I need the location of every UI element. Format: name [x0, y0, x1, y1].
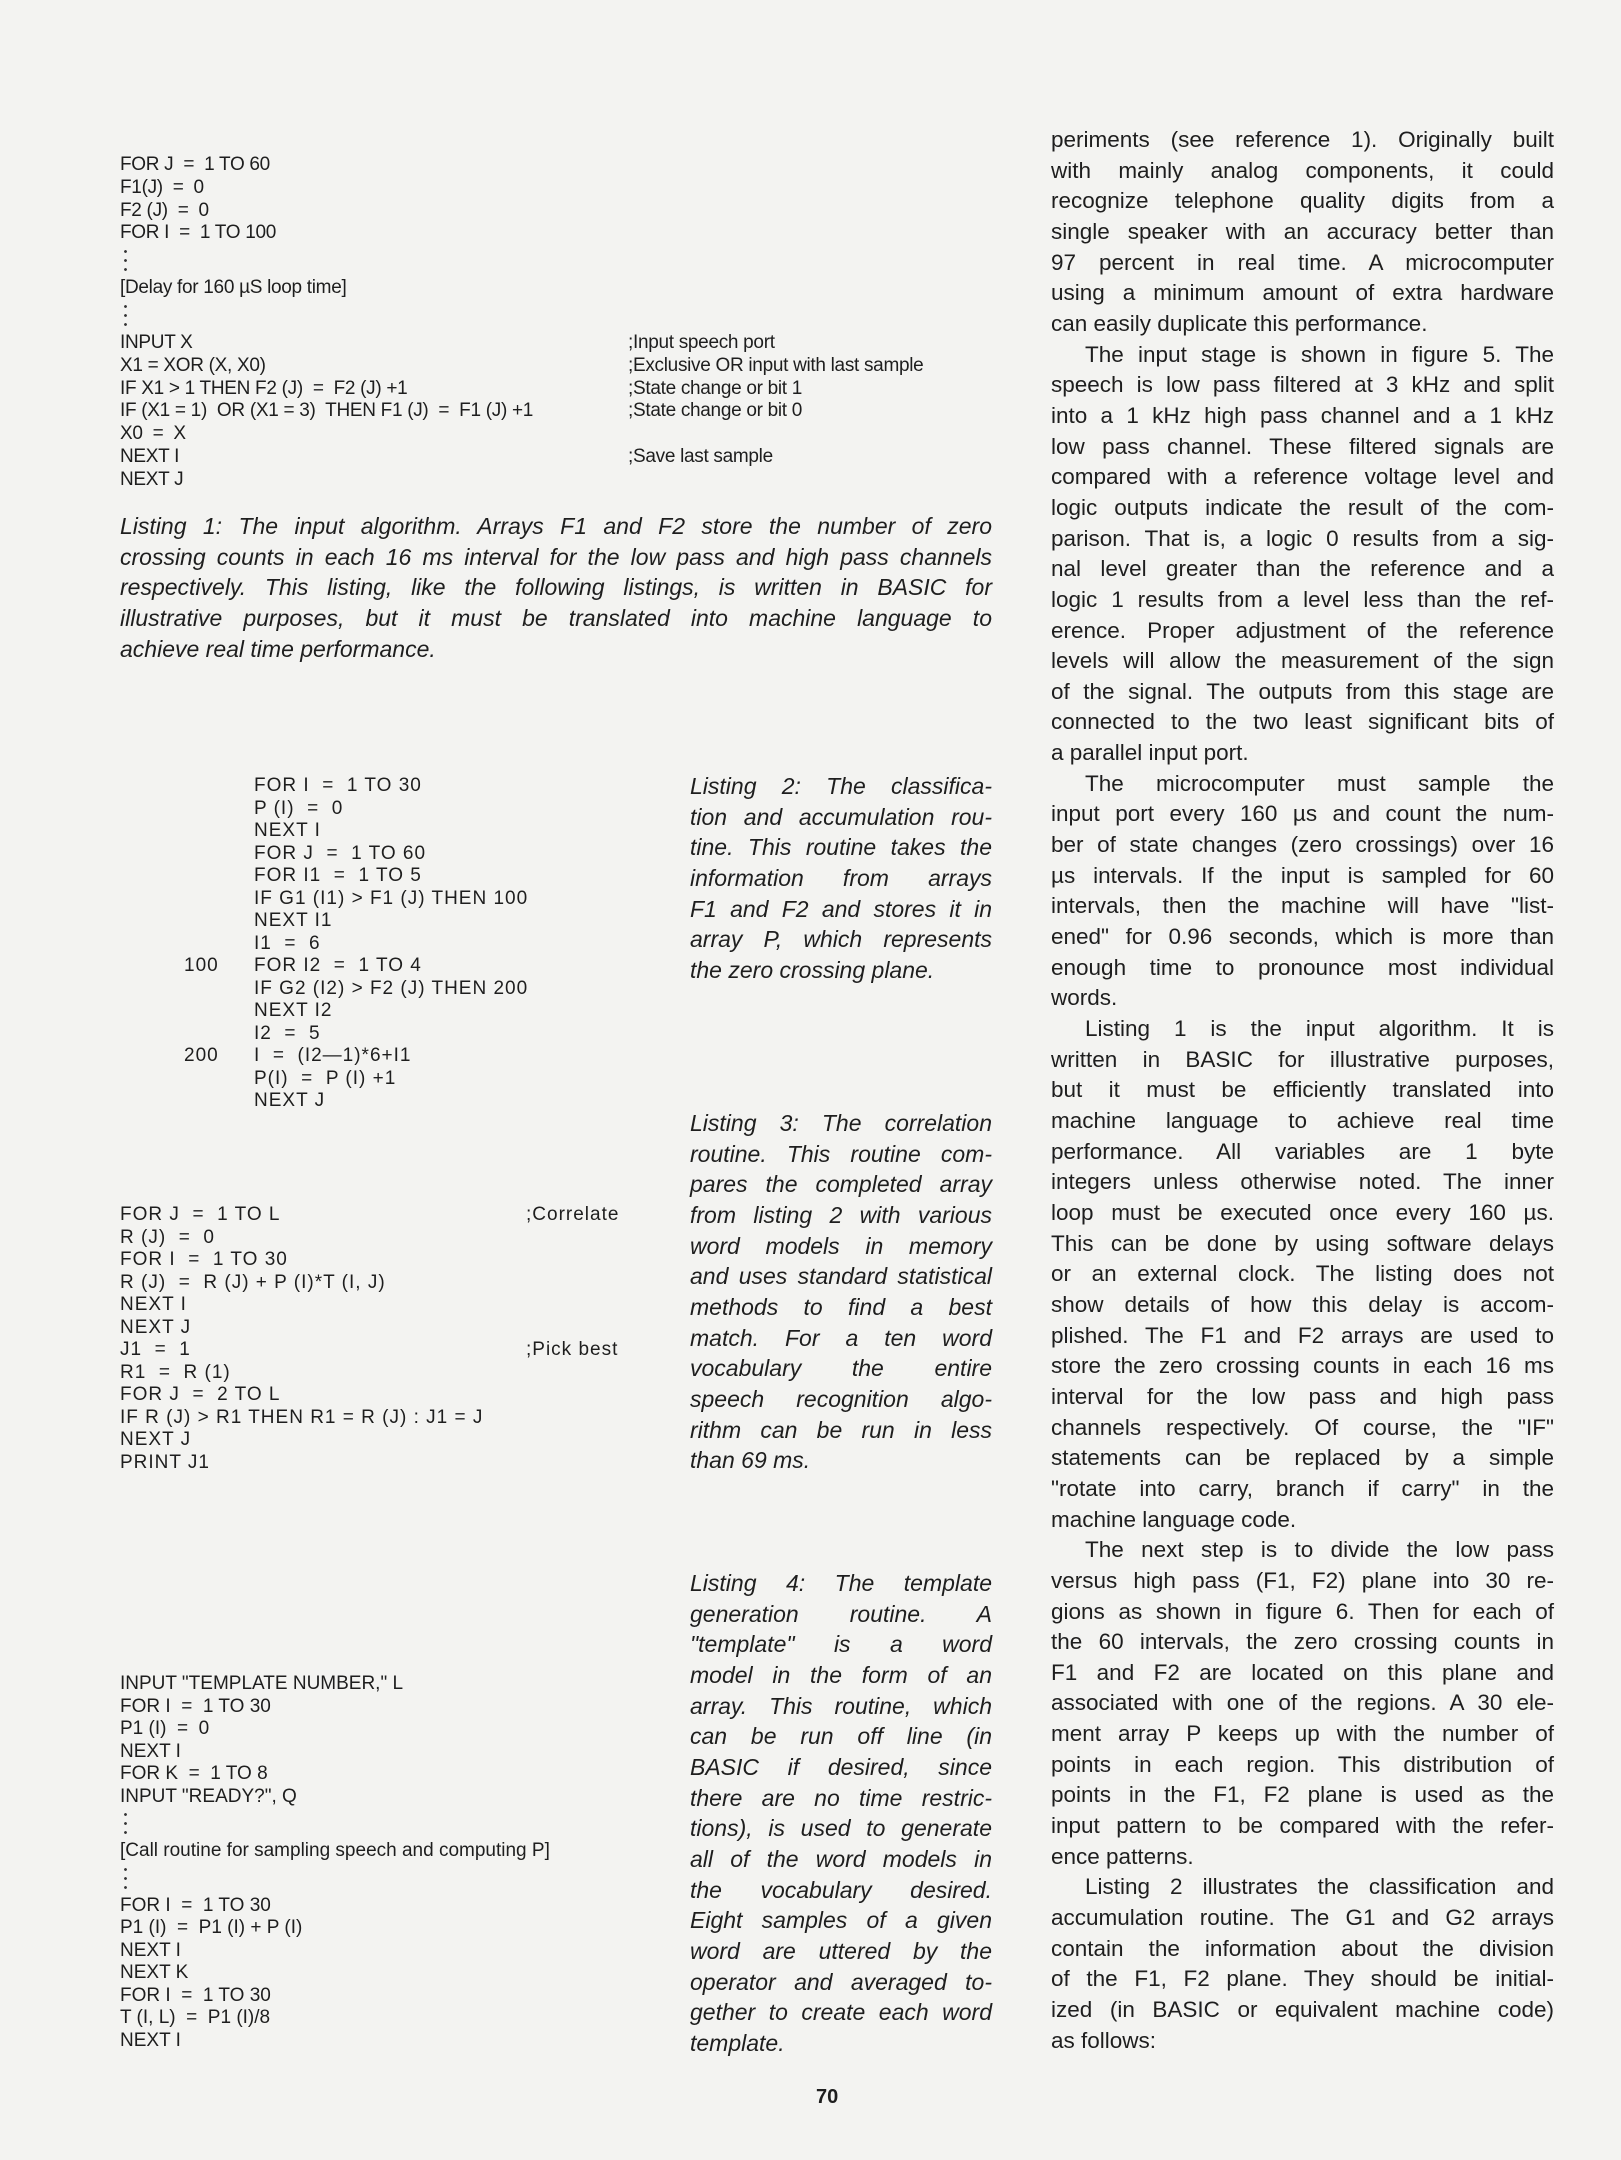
code-text: T (I, L) = P1 (I)/8	[120, 2007, 271, 2028]
caption-line: Listing 4: The template	[690, 1570, 992, 1596]
code-text: IF (X1 = 1) OR (X1 = 3) THEN F1 (J) = F1 (J) +1	[120, 400, 534, 422]
caption-line: generation routine. A	[690, 1600, 992, 1627]
body-text-line: written in BASIC for illustrative purposes,	[1051, 1046, 1554, 1072]
code-comment: ;State change or bit 0	[628, 400, 803, 422]
body-text-line: machine language code.	[1051, 1506, 1297, 1532]
listing-2-caption	[690, 771, 992, 986]
code-line	[184, 955, 528, 978]
code-line	[120, 2007, 550, 2030]
code-text: P1 (I) = P1 (I) + P (I)	[120, 1917, 303, 1938]
code-text: I1 = 6	[254, 932, 321, 954]
body-text-line: interval for the low pass and high pass	[1051, 1383, 1554, 1409]
code-line	[254, 820, 528, 843]
body-text-line: ment array P keeps up with the number of	[1051, 1721, 1554, 1747]
body-text-line: low pass channel. These filtered signals are	[1051, 433, 1554, 459]
code-line	[120, 1696, 550, 1719]
code-line	[120, 222, 533, 245]
caption-line: than 69 ms.	[690, 1447, 811, 1474]
code-line	[120, 377, 803, 401]
code-text: FOR J = 1 TO 60	[120, 154, 270, 175]
body-text-line: Listing 1 is the input algorithm. It is	[1085, 1016, 1554, 1042]
code-line	[120, 1294, 483, 1317]
code-line	[120, 200, 533, 223]
body-text-line: "rotate into carry, branch if carry" in the	[1051, 1475, 1554, 1501]
code-line	[120, 1673, 550, 1696]
code-line	[254, 1000, 528, 1023]
caption-line: array. This routine, which	[690, 1692, 992, 1719]
code-text: R1 = R (1)	[120, 1361, 231, 1383]
body-text-line: logic outputs indicate the result of the com-	[1051, 494, 1554, 520]
vertical-dots-icon	[124, 247, 127, 275]
code-line	[120, 2030, 550, 2053]
body-text-line: into a 1 kHz high pass channel and a 1 kHz	[1051, 402, 1554, 428]
caption-line: vocabulary the entire	[690, 1355, 992, 1382]
code-line	[254, 1068, 528, 1091]
code-line	[120, 277, 533, 300]
body-text-line: integers unless otherwise noted. The inner	[1051, 1169, 1554, 1195]
code-text: IF X1 > 1 THEN F2 (J) = F2 (J) +1	[120, 377, 408, 399]
code-text: FOR J = 1 TO L	[120, 1204, 281, 1225]
listing-1-code	[120, 154, 924, 492]
body-text-line: speech is low pass filtered at 3 kHz and split	[1051, 372, 1554, 398]
body-text-line: points in the F1, F2 plane is used as the	[1051, 1782, 1554, 1808]
listing-3-caption	[690, 1108, 992, 1476]
code-text: NEXT I	[120, 2029, 181, 2051]
body-text-line: store the zero crossing counts in each 16 ms	[1051, 1353, 1554, 1379]
body-text-line: The next step is to divide the low pass	[1085, 1537, 1554, 1563]
vertical-dots-icon	[124, 1865, 127, 1893]
code-line	[120, 1840, 550, 1863]
listing-4-caption	[690, 1568, 992, 2059]
caption-line: array P, which represents	[690, 926, 992, 953]
code-text: FOR I = 1 TO 30	[120, 1984, 271, 2006]
caption-line: from listing 2 with various	[690, 1201, 992, 1228]
code-text: FOR I = 1 TO 30	[120, 1894, 271, 1916]
vertical-dots-icon	[124, 302, 127, 330]
body-text-line: input pattern to be compared with the refer-	[1051, 1813, 1554, 1839]
caption-line: match. For a ten word	[690, 1324, 992, 1351]
code-text: R (J) = R (J) + P (I)*T (I, J)	[120, 1271, 386, 1293]
code-line	[120, 1962, 550, 1985]
body-text-line: F1 and F2 are located on this plane and	[1051, 1659, 1554, 1685]
caption-line: and uses standard statistical	[690, 1263, 992, 1290]
body-text-line: ber of state changes (zero crossings) over 16	[1051, 832, 1554, 858]
body-text-line: of the F1, F2 plane. They should be initial-	[1051, 1966, 1554, 1992]
code-line	[254, 933, 528, 956]
code-line	[120, 1895, 550, 1918]
code-comment: ;Exclusive OR input with last sample	[628, 354, 924, 376]
body-text-line: channels respectively. Of course, the "IF"	[1051, 1414, 1554, 1440]
body-text-line: can easily duplicate this performance.	[1051, 310, 1428, 336]
code-text: I = (I2—1)*6+I1	[254, 1045, 412, 1066]
body-text-line: using a minimum amount of extra hardware	[1051, 280, 1554, 306]
code-text: INPUT X	[120, 331, 193, 353]
body-text-line: statements can be replaced by a simple	[1051, 1445, 1554, 1471]
code-text: P1 (I) = 0	[120, 1718, 210, 1739]
code-text: FOR J = 1 TO 60	[254, 842, 427, 864]
body-text-line: compared with a reference voltage level and	[1051, 464, 1554, 490]
code-text: FOR I1 = 1 TO 5	[254, 865, 422, 886]
code-line	[254, 1090, 528, 1113]
body-text-line: ence patterns.	[1051, 1843, 1194, 1869]
caption-line: word are uttered by the	[690, 1937, 992, 1964]
caption-line: the zero crossing plane.	[690, 956, 935, 983]
code-text: IF G1 (I1) > F1 (J) THEN 100	[254, 887, 529, 909]
body-text-line: contain the information about the division	[1051, 1935, 1554, 1961]
body-text-line: but it must be efficiently translated into	[1051, 1077, 1554, 1103]
body-text-line: gions as shown in figure 6. Then for each of	[1051, 1598, 1554, 1624]
code-line	[120, 1429, 483, 1452]
body-text-line: of the signal. The outputs from this stage are	[1051, 678, 1554, 704]
caption-line: template.	[690, 2029, 785, 2056]
caption-line: Listing 3: The correlation	[690, 1110, 992, 1136]
body-text-line: plished. The F1 and F2 arrays are used to	[1051, 1322, 1554, 1348]
line-number: 100	[184, 955, 219, 976]
body-text-line: the 60 intervals, the zero crossing counts in	[1051, 1629, 1554, 1655]
code-line	[254, 865, 528, 888]
code-line	[120, 331, 775, 355]
ellipsis-dots	[120, 300, 533, 332]
caption-line: there are no time restric-	[690, 1784, 992, 1811]
code-text: NEXT K	[120, 1962, 189, 1983]
code-line	[120, 400, 803, 423]
code-text: FOR I = 1 TO 30	[254, 775, 422, 796]
body-text-line: This can be done by using software delays	[1051, 1230, 1554, 1256]
ellipsis-dots	[120, 1808, 550, 1840]
code-comment: ;Save last sample	[628, 445, 773, 467]
code-line	[254, 888, 528, 911]
code-text: NEXT I2	[254, 1000, 333, 1021]
body-text-column	[1051, 125, 1554, 2056]
body-text-line: The microcomputer must sample the	[1085, 770, 1554, 796]
code-text: NEXT J	[120, 1316, 192, 1338]
code-line	[120, 423, 533, 446]
code-text: FOR I2 = 1 TO 4	[254, 955, 422, 976]
code-line	[120, 1718, 550, 1741]
caption-line: routine. This routine com-	[690, 1140, 992, 1167]
caption-line: information from arrays	[690, 864, 992, 891]
body-text-line: machine language to achieve real time	[1051, 1108, 1554, 1133]
code-text: I2 = 5	[254, 1022, 321, 1044]
caption-line: the vocabulary desired.	[690, 1876, 992, 1903]
body-text-line: words.	[1051, 985, 1118, 1011]
code-comment: ;Correlate	[526, 1204, 620, 1225]
caption-line: respectively. This listing, like the following listings, is written in BASIC for	[120, 574, 992, 601]
caption-line: model in the form of an	[690, 1661, 992, 1688]
code-text: FOR I = 1 TO 30	[120, 1695, 271, 1717]
caption-line: BASIC if desired, since	[690, 1753, 992, 1780]
code-text: IF R (J) > R1 THEN R1 = R (J) : J1 = J	[120, 1406, 484, 1428]
caption-line: all of the word models in	[690, 1845, 992, 1872]
code-line	[120, 445, 773, 469]
body-text-line: parison. That is, a logic 0 results from a sig-	[1051, 525, 1554, 551]
code-text: NEXT J	[254, 1090, 326, 1111]
body-text-line: Listing 2 illustrates the classification and	[1085, 1874, 1554, 1900]
body-text-line: intervals, then the machine will have "list-	[1051, 893, 1554, 919]
code-line	[254, 843, 528, 866]
caption-line: Listing 1: The input algorithm. Arrays F1 and F2 store the number of zero	[120, 513, 992, 539]
code-line	[254, 1023, 528, 1046]
code-text: NEXT I	[120, 1294, 187, 1315]
code-text: F2 (J) = 0	[120, 199, 209, 221]
code-text: PRINT J1	[120, 1451, 211, 1473]
code-text: X1 = XOR (X, X0)	[120, 354, 266, 376]
caption-line: tions), is used to generate	[690, 1815, 992, 1842]
listing-4-code	[120, 1673, 550, 2052]
caption-line: illustrative purposes, but it must be translated into machine language to	[120, 604, 992, 631]
body-text-line: nal level greater than the reference and a	[1051, 556, 1554, 582]
code-text: NEXT I	[120, 1740, 181, 1762]
code-line	[120, 1272, 483, 1295]
caption-line: operator and averaged to-	[690, 1968, 992, 1995]
code-text: NEXT I1	[254, 910, 333, 931]
body-text-line: performance. All variables are 1 byte	[1051, 1138, 1554, 1164]
body-text-line: periments (see reference 1). Originally built	[1051, 127, 1554, 152]
caption-line: speech recognition algo-	[690, 1385, 992, 1412]
code-line	[254, 978, 528, 1001]
body-text-line: erence. Proper adjustment of the reference	[1051, 617, 1554, 643]
caption-line: can be run off line (in	[690, 1723, 992, 1750]
code-comment: ;State change or bit 1	[628, 377, 803, 399]
ellipsis-dots	[120, 245, 533, 277]
code-text: NEXT I	[120, 1939, 181, 1961]
body-text-line: The input stage is shown in figure 5. The	[1085, 341, 1554, 367]
body-text-line: show details of how this delay is accom-	[1051, 1291, 1554, 1317]
code-line	[120, 1204, 620, 1227]
body-text-line: levels will allow the measurement of the sign	[1051, 648, 1554, 674]
code-text: J1 = 1	[120, 1339, 191, 1360]
body-text-line: logic 1 results from a level less than the ref-	[1051, 586, 1554, 612]
caption-line: word models in memory	[690, 1232, 992, 1259]
body-text-line: ened" for 0.96 seconds, which is more than	[1051, 924, 1554, 950]
code-text: NEXT J	[120, 468, 184, 490]
code-text: NEXT J	[120, 1429, 192, 1450]
caption-line: "template" is a word	[690, 1631, 992, 1658]
caption-line: tine. This routine takes the	[690, 834, 992, 861]
caption-line: pares the completed array	[690, 1171, 992, 1198]
code-text: P(I) = P (I) +1	[254, 1067, 397, 1089]
code-line	[254, 910, 528, 933]
code-text: X0 = X	[120, 423, 186, 445]
body-text-line: versus high pass (F1, F2) plane into 30 re-	[1051, 1567, 1554, 1593]
code-line	[120, 1940, 550, 1963]
body-text-line: points in each region. This distribution of	[1051, 1751, 1554, 1777]
caption-line: F1 and F2 and stores it in	[690, 895, 992, 922]
caption-line: methods to find a best	[690, 1293, 992, 1320]
code-text: [Delay for 160 µS loop time]	[120, 277, 347, 299]
code-line	[120, 1985, 550, 2008]
code-line	[120, 1362, 483, 1385]
code-line	[254, 775, 528, 798]
code-text: INPUT "READY?", Q	[120, 1785, 297, 1807]
body-text-line: µs intervals. If the input is sampled for 60	[1051, 862, 1554, 888]
code-line	[120, 1407, 483, 1430]
body-text-line: loop must be executed once every 160 µs.	[1051, 1199, 1554, 1225]
caption-line: tion and accumulation rou-	[690, 803, 992, 830]
code-line	[120, 1317, 483, 1340]
body-text-line: single speaker with an accuracy better than	[1051, 218, 1554, 244]
body-text-line: accumulation routine. The G1 and G2 arrays	[1051, 1905, 1554, 1931]
code-text: INPUT "TEMPLATE NUMBER," L	[120, 1673, 404, 1694]
code-line	[120, 1249, 483, 1272]
code-text: NEXT I	[120, 445, 180, 467]
code-text: P (I) = 0	[254, 797, 344, 819]
body-text-line: recognize telephone quality digits from a	[1051, 188, 1554, 214]
code-line	[120, 177, 533, 200]
code-text: IF G2 (I2) > F2 (J) THEN 200	[254, 977, 529, 999]
code-line	[120, 469, 533, 492]
code-text: F1(J) = 0	[120, 176, 204, 198]
vertical-dots-icon	[124, 1810, 127, 1838]
body-text-line: input port every 160 µs and count the num-	[1051, 801, 1554, 827]
page-number: 70	[816, 2086, 839, 2108]
caption-line: achieve real time performance.	[120, 635, 436, 662]
code-text: R (J) = 0	[120, 1226, 215, 1248]
body-text-line: as follows:	[1051, 2027, 1157, 2053]
code-line	[120, 1763, 550, 1786]
listing-3-code	[120, 1204, 620, 1474]
code-text: FOR K = 1 TO 8	[120, 1763, 268, 1784]
code-text: [Call routine for sampling speech and computing P]	[120, 1840, 550, 1861]
body-text-line: or an external clock. The listing does not	[1051, 1261, 1554, 1287]
code-line	[120, 354, 924, 378]
code-text: FOR I = 1 TO 100	[120, 222, 276, 244]
code-line	[184, 1045, 528, 1068]
code-text: FOR J = 2 TO L	[120, 1384, 281, 1405]
body-text-line: connected to the two least significant bits of	[1051, 709, 1554, 735]
code-line	[120, 1741, 550, 1764]
code-line	[120, 154, 533, 177]
caption-line: Eight samples of a given	[690, 1907, 992, 1934]
code-text: FOR I = 1 TO 30	[120, 1249, 288, 1270]
caption-line: crossing counts in each 16 ms interval for the low pass and high pass channels	[120, 543, 992, 570]
body-text-line: ized (in BASIC or equivalent machine code)	[1051, 1997, 1554, 2023]
caption-line: gether to create each word	[690, 1999, 992, 2026]
ellipsis-dots	[120, 1863, 550, 1895]
code-comment: ;Pick best	[526, 1339, 619, 1360]
caption-line: rithm can be run in less	[690, 1416, 992, 1443]
code-text: NEXT I	[254, 820, 321, 841]
code-line	[120, 1384, 483, 1407]
body-text-line: 97 percent in real time. A microcomputer	[1051, 249, 1554, 275]
body-text-line: associated with one of the regions. A 30 ele-	[1051, 1690, 1554, 1716]
code-line	[120, 1917, 550, 1940]
body-text-line: with mainly analog components, it could	[1051, 157, 1554, 183]
listing-1-caption	[120, 511, 992, 664]
body-text-line: a parallel input port.	[1051, 740, 1249, 766]
caption-line: Listing 2: The classifica-	[690, 773, 992, 799]
code-line	[120, 1227, 483, 1250]
code-line	[120, 1786, 550, 1809]
listing-2-code	[184, 775, 529, 1113]
code-line	[254, 798, 528, 821]
code-comment: ;Input speech port	[628, 331, 775, 353]
body-text-line: enough time to pronounce most individual	[1051, 954, 1554, 980]
code-line	[120, 1452, 483, 1475]
code-line	[120, 1339, 619, 1362]
line-number: 200	[184, 1045, 219, 1066]
